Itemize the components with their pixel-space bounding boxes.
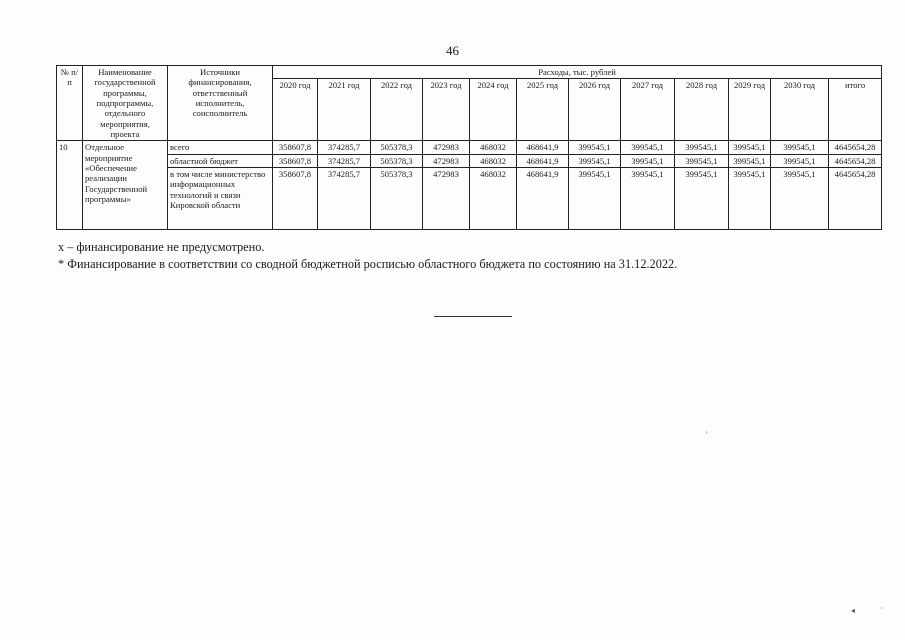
- footnote-budget-schedule: * Финансирование в соответствии со сводной бюджетной росписью областного бюджета по состоянию на 31.12.2022.: [58, 257, 678, 271]
- value-cell: 472983: [423, 167, 470, 229]
- total-cell: 4645654,28: [829, 141, 882, 154]
- value-cell: 399545,1: [675, 141, 729, 154]
- scan-speck: ◂: [851, 606, 856, 615]
- value-cell: 505378,3: [371, 154, 423, 167]
- year-header: 2029 год: [729, 79, 771, 141]
- header-name: Наименование государственной программы, подпрограммы, отдельного мероприятия, проекта: [83, 66, 168, 141]
- source-label: областной бюджет: [168, 154, 273, 167]
- total-cell: 4645654,28: [829, 167, 882, 229]
- table-row: [57, 167, 882, 229]
- value-cell: 399545,1: [771, 167, 829, 229]
- table-row: [57, 154, 882, 167]
- value-cell: 358607,8: [273, 141, 318, 154]
- year-header: 2022 год: [371, 79, 423, 141]
- header-sources: Источники финансирования, ответственный исполнитель, соисполнитель: [168, 66, 273, 141]
- value-cell: 399545,1: [621, 154, 675, 167]
- footnotes: [58, 239, 677, 273]
- value-cell: 468641,9: [517, 141, 569, 154]
- value-cell: 505378,3: [371, 167, 423, 229]
- separator-line: [434, 316, 512, 317]
- value-cell: 399545,1: [621, 167, 675, 229]
- value-cell: 399545,1: [729, 167, 771, 229]
- scan-speck: ': [706, 430, 708, 439]
- header-no: № п/п: [57, 66, 83, 141]
- value-cell: 468032: [470, 167, 517, 229]
- value-cell: 399545,1: [771, 141, 829, 154]
- value-cell: 468641,9: [517, 154, 569, 167]
- value-cell: 468641,9: [517, 167, 569, 229]
- table-row: [57, 141, 882, 154]
- header-row: [57, 66, 882, 79]
- measure-name: Отдельное мероприятие «Обеспечение реализации Государственной программы»: [83, 141, 168, 230]
- scan-speck: ·: [880, 604, 883, 613]
- value-cell: 399545,1: [771, 154, 829, 167]
- value-cell: 468032: [470, 154, 517, 167]
- page-number: 46: [446, 43, 459, 58]
- year-header: 2030 год: [771, 79, 829, 141]
- value-cell: 399545,1: [729, 154, 771, 167]
- row-number: 10: [57, 141, 83, 230]
- value-cell: 399545,1: [729, 141, 771, 154]
- year-header: 2024 год: [470, 79, 517, 141]
- year-header: 2023 год: [423, 79, 470, 141]
- year-header: 2021 год: [318, 79, 371, 141]
- value-cell: 399545,1: [569, 141, 621, 154]
- year-header: 2028 год: [675, 79, 729, 141]
- year-header: 2027 год: [621, 79, 675, 141]
- value-cell: 374285,7: [318, 154, 371, 167]
- year-header: 2026 год: [569, 79, 621, 141]
- year-header: 2025 год: [517, 79, 569, 141]
- value-cell: 374285,7: [318, 167, 371, 229]
- budget-table: [56, 65, 882, 230]
- value-cell: 399545,1: [621, 141, 675, 154]
- footnote-not-planned: х – финансирование не предусмотрено.: [58, 240, 265, 254]
- source-label: всего: [168, 141, 273, 154]
- value-cell: 358607,8: [273, 154, 318, 167]
- source-label: в том числе министерство информационных технологий и связи Кировской области: [168, 167, 273, 229]
- value-cell: 399545,1: [569, 167, 621, 229]
- value-cell: 358607,8: [273, 167, 318, 229]
- total-header: итого: [829, 79, 882, 141]
- value-cell: 374285,7: [318, 141, 371, 154]
- value-cell: 505378,3: [371, 141, 423, 154]
- value-cell: 472983: [423, 154, 470, 167]
- value-cell: 399545,1: [569, 154, 621, 167]
- value-cell: 472983: [423, 141, 470, 154]
- value-cell: 399545,1: [675, 154, 729, 167]
- year-header: 2020 год: [273, 79, 318, 141]
- value-cell: 468032: [470, 141, 517, 154]
- value-cell: 399545,1: [675, 167, 729, 229]
- header-expenses: Расходы, тыс. рублей: [273, 66, 882, 79]
- total-cell: 4645654,28: [829, 154, 882, 167]
